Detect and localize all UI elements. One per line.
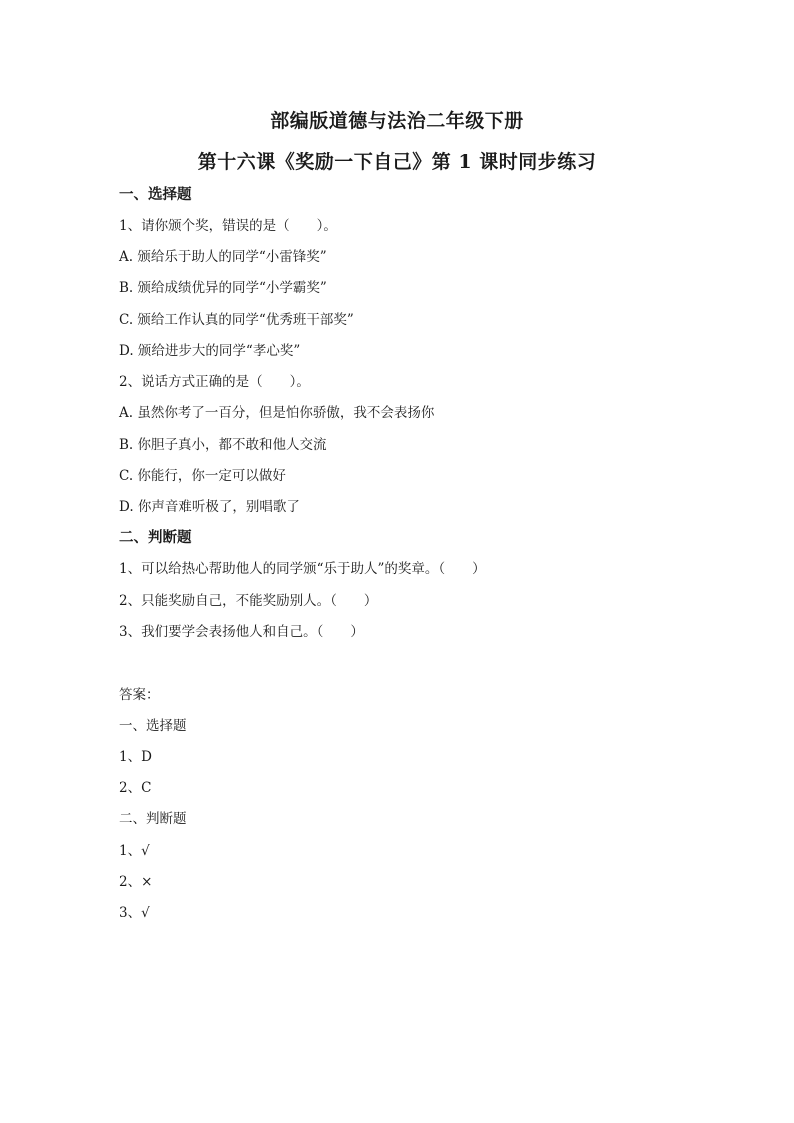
answer-judgment-1: 1、√ (119, 843, 150, 859)
question-1-option-b: B. 颁给成绩优异的同学“小学霸奖” (119, 280, 327, 296)
question-1-option-a: A. 颁给乐于助人的同学“小雷锋奖” (119, 249, 327, 265)
answer-choice-2: 2、C (119, 780, 152, 796)
question-2-option-c: C. 你能行，你一定可以做好 (119, 468, 286, 484)
question-2-option-a: A. 虽然你考了一百分，但是怕你骄傲，我不会表扬你 (119, 405, 435, 421)
question-2-stem: 2、说话方式正确的是（ ）。 (119, 374, 310, 390)
answer-judgment-2: 2、× (119, 874, 153, 890)
judgment-item-2: 2、只能奖励自己，不能奖励别人。（ ） (119, 593, 378, 609)
answer-choice-1: 1、D (119, 749, 152, 765)
question-2-option-d: D. 你声音难听极了，别唱歌了 (119, 499, 300, 515)
question-1-option-d: D. 颁给进步大的同学“孝心奖” (119, 343, 301, 359)
question-1-option-c: C. 颁给工作认真的同学“优秀班干部奖” (119, 312, 354, 328)
answer-judgment-3: 3、√ (119, 905, 150, 921)
question-2-option-b: B. 你胆子真小，都不敢和他人交流 (119, 437, 327, 453)
document-title: 部编版道德与法治二年级下册 (270, 110, 524, 132)
judgment-item-3: 3、我们要学会表扬他人和自己。（ ） (119, 624, 364, 640)
answers-label: 答案： (119, 687, 160, 703)
document-subtitle: 第十六课《奖励一下自己》第 1 课时同步练习 (197, 151, 597, 173)
answers-section-2-heading: 二、判断题 (119, 811, 187, 827)
section-heading-choice: 一、选择题 (119, 186, 192, 203)
judgment-item-1: 1、可以给热心帮助他人的同学颁“乐于助人”的奖章。（ ） (119, 561, 486, 577)
section-heading-judgment: 二、判断题 (119, 529, 192, 546)
question-1-stem: 1、请你颁个奖，错误的是（ ）。 (119, 218, 337, 234)
answers-section-1-heading: 一、选择题 (119, 718, 187, 734)
